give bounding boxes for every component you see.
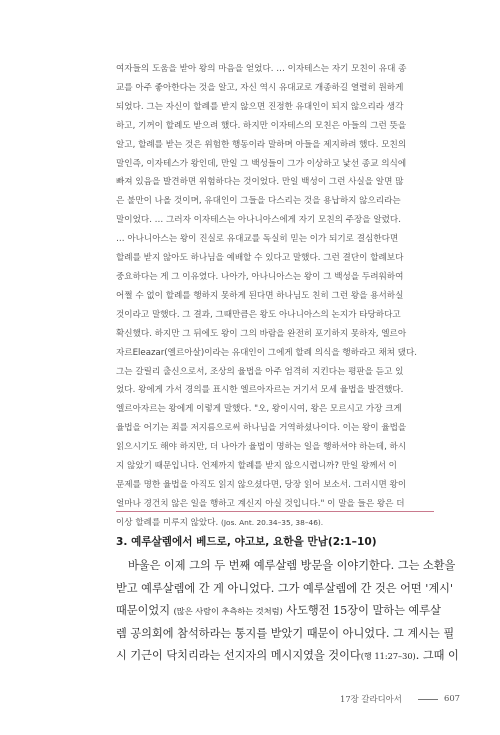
footer-divider <box>418 699 438 700</box>
body-line <box>116 645 459 668</box>
body-text-run: . 그때 이 <box>415 649 459 663</box>
quote-line: 얼마나 경건치 않은 일을 행하고 계신지 아실 것입니다." 이 말을 들은 왕은 더 <box>116 498 405 509</box>
parenthetical-note: (많은 사람이 추측하는 것처럼) <box>173 606 283 617</box>
body-text <box>116 555 459 668</box>
quote-line <box>116 514 434 533</box>
quote-line: … 아나니아스는 왕이 진실로 유대교를 독실히 믿는 이가 되기로 결심한다면 <box>116 234 399 245</box>
quote-line: 말인즉, 이자테스가 왕인데, 만일 그 백성들이 그가 이상하고 낯선 종교 의식에 <box>116 158 407 169</box>
quote-line: 하고, 기꺼이 할례도 받으려 했다. 하지만 이자테스의 모친은 아들의 그런 뜻을 <box>116 120 407 131</box>
quote-line: 지 않았기 때문입니다. 언제까지 할례를 받지 않으시렵니까? 만일 왕께서 이 <box>116 461 397 472</box>
quote-line: 엘르아자르는 왕에게 이렇게 말했다. "오, 왕이시여, 왕은 모르시고 가장 크게 <box>116 404 402 415</box>
quote-line: 은 불만이 나올 것이며, 유대인이 그들을 다스리는 것을 용납하지 않으리라는 <box>116 196 401 207</box>
body-line: 렘 공의회에 참석하라는 통지를 받았기 때문이 아니었다. 그 계시는 필 <box>116 626 455 640</box>
body-text-run: 때문이었지 <box>116 604 171 618</box>
quote-line: 말이었다. … 그러자 이자테스는 아나니아스에게 자기 모친의 주장을 알렸다. <box>116 215 401 226</box>
quote-line: 알고, 할례를 받는 것은 위험한 행동이라 말하며 아들을 제지하려 했다. 모친의 <box>116 139 407 150</box>
body-text-run: 시 기근이 닥치리라는 선지자의 메시지였을 것이다 <box>116 649 361 663</box>
quote-last-text: 이상 할례를 미루지 않았다. <box>116 517 219 528</box>
quote-line: 확신했다. 하지만 그 뒤에도 왕이 그의 바람을 완전히 포기하지 못하자, 엘르아 <box>116 328 407 339</box>
body-line: 바울은 이제 그의 두 번째 예루살렘 방문을 이야기한다. 그는 소환을 <box>128 559 456 572</box>
quote-line: 그는 갈릴리 출신으로서, 조상의 율법을 아주 엄격히 지킨다는 평판을 듣고 있 <box>116 366 404 377</box>
quote-line: 여자들의 도움을 받아 왕의 마음을 얻었다. … 이자테스는 자기 모친이 유대 종 <box>116 64 407 74</box>
quote-line: 중요하다는 게 그 이유였다. 나아가, 아나니아스는 왕이 그 백성을 두려워하여 <box>116 271 404 282</box>
block-quote <box>116 60 434 533</box>
quote-line: 할례를 받지 않아도 하나님을 예배할 수 있다고 말했다. 그런 결단이 할례보다 <box>116 253 404 264</box>
quote-line: 었다. 왕에게 가서 경의를 표시한 엘르아자르는 거기서 모세 율법을 발견했다. <box>116 385 404 396</box>
quote-line: 교를 아주 좋아한다는 것을 알고, 자신 역시 유대교로 개종하길 열렬히 원하게 <box>116 82 404 93</box>
page-number: 607 <box>444 693 460 703</box>
scripture-reference: (행 11:27–30) <box>360 651 416 662</box>
quote-line: 자르Eleazar(엘르아살)이라는 유대인이 그에게 할례 의식을 행하라고 채쳐 댔다. <box>116 347 417 358</box>
quote-bottom-rule <box>116 511 434 512</box>
running-chapter-title: 17장 갈라디아서 <box>340 694 402 704</box>
quote-line: 것이라고 말했다. 그 결과, 그때만큼은 왕도 아나니아스의 논지가 타당하다고 <box>116 309 401 320</box>
body-line <box>116 600 441 623</box>
quote-line: 율법을 어기는 죄를 저지름으로써 하나님을 거역하셨나이다. 이는 왕이 율법을 <box>116 423 407 434</box>
quote-line: 어쩔 수 없이 할례를 행하지 못하게 된다면 하나님도 친히 그런 왕을 용서하실 <box>116 290 404 301</box>
quote-line: 읽으시기도 해야 하지만, 더 나아가 율법이 명하는 일을 행하셔야 하는데, 하시 <box>116 442 407 453</box>
body-line: 받고 예루살렘에 간 게 아니었다. 그가 예루살렘에 간 것은 어떤 '계시' <box>116 581 454 595</box>
citation: (Jos. Ant. 20.34–35, 38–46). <box>220 517 324 527</box>
body-text-run: 사도행전 15장이 말하는 예루살 <box>286 604 441 618</box>
quote-line: 빠져 있음을 발견하면 위험하다는 것이었다. 만일 백성이 그런 사실을 알면 많 <box>116 177 404 188</box>
quote-line: 되었다. 그는 자신이 할례를 받지 않으면 진정한 유대인이 되지 않으리라 생각 <box>116 101 404 112</box>
section-heading: 3. 예루살렘에서 베드로, 야고보, 요한을 만남(2:1–10) <box>116 536 377 548</box>
page-footer <box>340 693 460 707</box>
quote-line: 문제를 명한 율법을 아직도 읽지 않으셨다면, 당장 읽어 보소서. 그러시면 왕이 <box>116 479 407 490</box>
